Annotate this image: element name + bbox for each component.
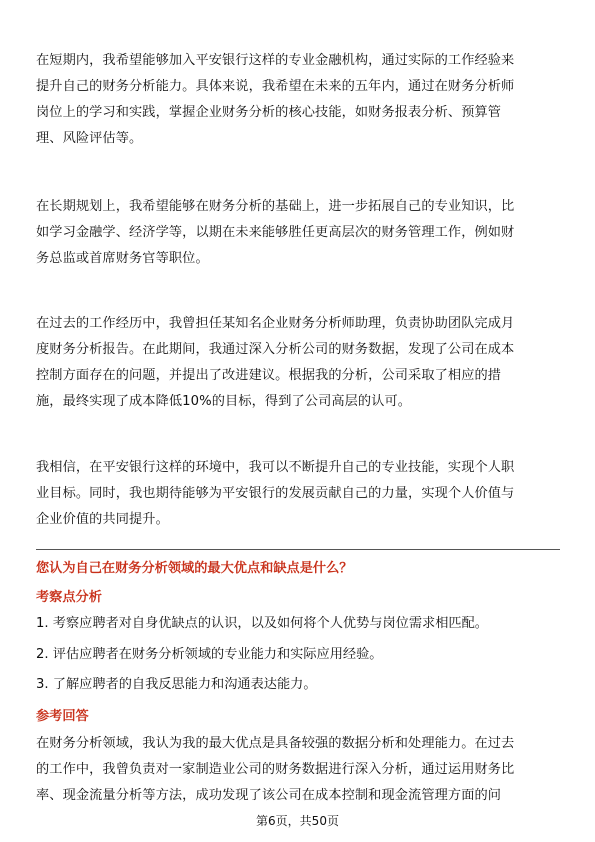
section-divider bbox=[36, 549, 560, 550]
analysis-point: 3. 了解应聘者的自我反思能力和沟通表达能力。 bbox=[36, 677, 317, 692]
paragraph-line: 度财务分析报告。在此期间，我通过深入分析公司的财务数据，发现了公司在成本 bbox=[36, 342, 515, 357]
paragraph-line: 在短期内，我希望能够加入平安银行这样的专业金融机构，通过实际的工作经验来 bbox=[36, 53, 515, 68]
reference-answer-text bbox=[36, 731, 560, 809]
paragraph-line: 岗位上的学习和实践，掌握企业财务分析的核心技能，如财务报表分析、预算管 bbox=[36, 105, 502, 120]
analysis-point: 1. 考察应聘者对自身优缺点的认识，以及如何将个人优势与岗位需求相匹配。 bbox=[36, 616, 488, 631]
paragraph-long-term bbox=[36, 194, 560, 272]
paragraph-short-term bbox=[36, 48, 560, 152]
paragraph-line: 率、现金流量分析等方法，成功发现了该公司在成本控制和现金流管理方面的问 bbox=[36, 788, 502, 803]
paragraph-line: 提升自己的财务分析能力。具体来说，我希望在未来的五年内，通过在财务分析师 bbox=[36, 79, 515, 94]
analysis-title: 考察点分析 bbox=[36, 590, 102, 605]
paragraph-line: 在财务分析领域，我认为我的最大优点是具备较强的数据分析和处理能力。在过去 bbox=[36, 736, 515, 751]
paragraph-line: 施，最终实现了成本降低10%的目标，得到了公司高层的认可。 bbox=[36, 394, 412, 409]
page-number: 第6页，共50页 bbox=[256, 814, 339, 828]
paragraph-line: 企业价值的共同提升。 bbox=[36, 512, 169, 527]
paragraph-line: 业目标。同时，我也期待能够为平安银行的发展贡献自己的力量，实现个人价值与 bbox=[36, 486, 515, 501]
reference-answer-title: 参考回答 bbox=[36, 709, 89, 724]
paragraph-line: 的工作中，我曾负责对一家制造业公司的财务数据进行深入分析，通过运用财务比 bbox=[36, 762, 515, 777]
paragraph-line: 理、风险评估等。 bbox=[36, 131, 143, 146]
paragraph-line: 如学习金融学、经济学等，以期在未来能够胜任更高层次的财务管理工作，例如财 bbox=[36, 225, 515, 240]
paragraph-work-experience bbox=[36, 311, 560, 415]
paragraph-conclusion bbox=[36, 455, 560, 533]
paragraph-line: 我相信，在平安银行这样的环境中，我可以不断提升自己的专业技能，实现个人职 bbox=[36, 460, 515, 475]
analysis-point: 2. 评估应聘者在财务分析领域的专业能力和实际应用经验。 bbox=[36, 647, 383, 662]
paragraph-line: 控制方面存在的问题，并提出了改进建议。根据我的分析，公司采取了相应的措 bbox=[36, 368, 502, 383]
paragraph-line: 在过去的工作经历中，我曾担任某知名企业财务分析师助理，负责协助团队完成月 bbox=[36, 316, 515, 331]
paragraph-line: 在长期规划上，我希望能够在财务分析的基础上，进一步拓展自己的专业知识，比 bbox=[36, 199, 515, 214]
interview-question: 您认为自己在财务分析领域的最大优点和缺点是什么？ bbox=[36, 561, 353, 576]
paragraph-line: 务总监或首席财务官等职位。 bbox=[36, 251, 209, 266]
